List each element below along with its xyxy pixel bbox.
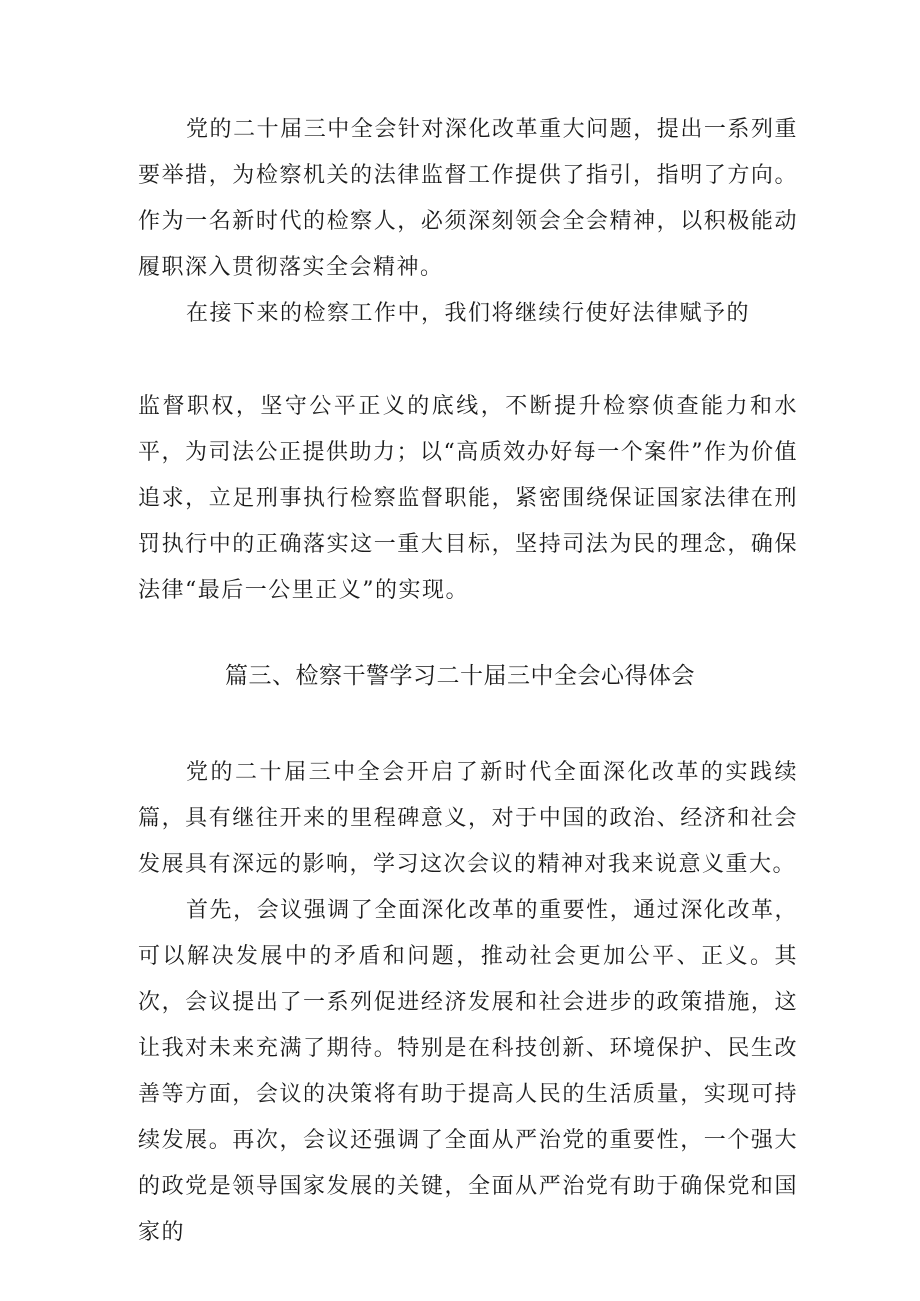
paragraph-future-work-start: 在接下来的检察工作中，我们将继续行使好法律赋予的: [186, 301, 751, 326]
paragraph-plenary-significance: 党的二十届三中全会开启了新时代全面深化改革的实践续篇，具有继往开来的里程碑意义，对于中国的政治、经济和社会发展具有深远的影响，学习这次会议的精神对我来说意义重大。: [138, 760, 798, 877]
paragraph-future-work-continued: 监督职权，坚守公平正义的底线，不断提升检察侦查能力和水平，为司法公正提供助力；以“高质效办好每一个案件”作为价值追求，立足刑事执行检察监督职能，紧密围绕保证国家法律在刑罚执行中的正确落实这一重大目标，坚持司法为民的理念，确保法律“最后一公里正义”的实现。: [138, 394, 798, 603]
paragraph-first-second-third: 首先，会议强调了全面深化改革的重要性，通过深化改革，可以解决发展中的矛盾和问题，推动社会更加公平、正义。其次，会议提出了一系列促进经济发展和社会进步的政策措施，这让我对未来充满了期待。特别是在科技创新、环境保护、民生改善等方面，会议的决策将有助于提高人民的生活质量，实现可持续发展。再次，会议还强调了全面从严治党的重要性，一个强大的政党是领导国家发展的关键，全面从严治党有助于确保党和国家的: [138, 898, 798, 1245]
paragraph-reform-measures: 党的二十届三中全会针对深化改革重大问题，提出一系列重要举措，为检察机关的法律监督工作提供了指引，指明了方向。作为一名新时代的检察人，必须深刻领会全会精神，以积极能动履职深入贯彻落实全会精神。: [138, 117, 798, 280]
section-heading: 篇三、检察干警学习二十届三中全会心得体会: [225, 663, 695, 689]
